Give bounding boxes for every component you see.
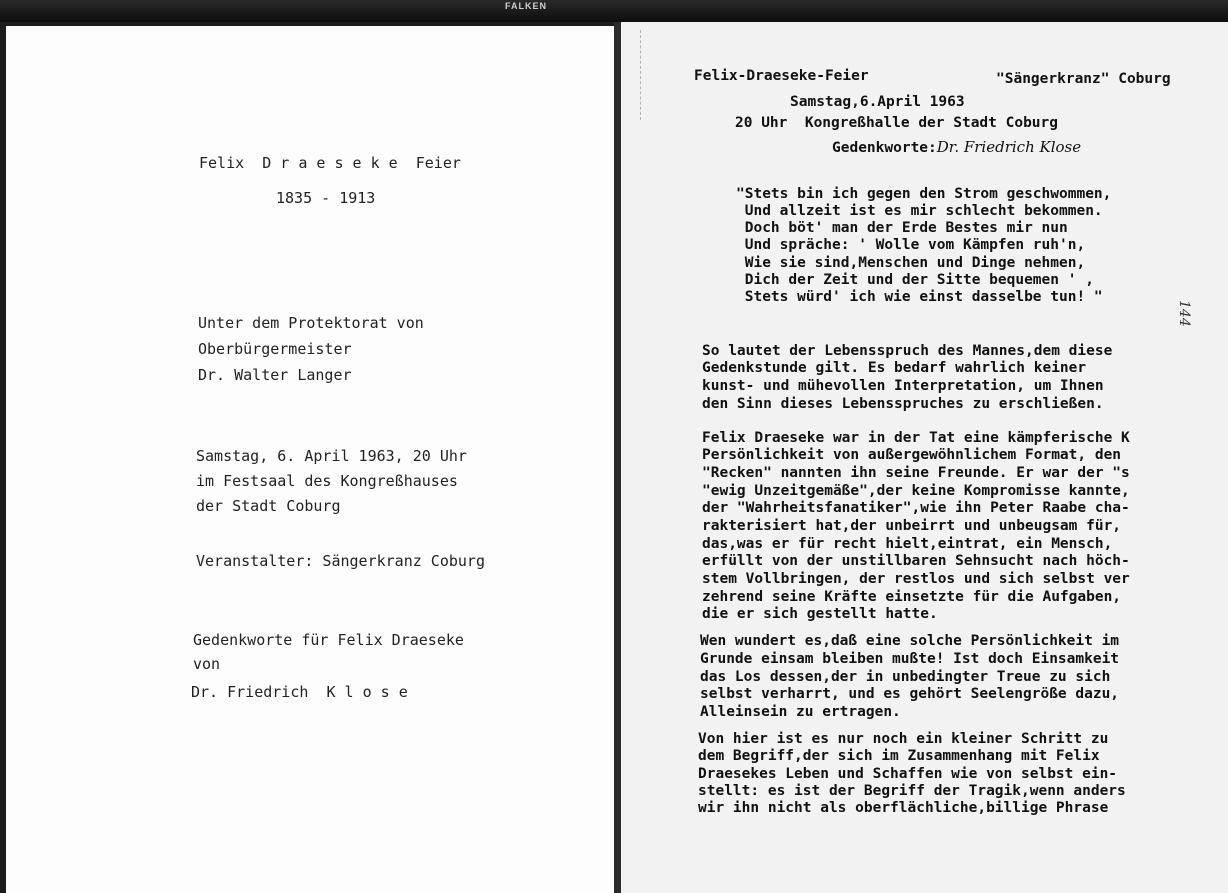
organizer-line: Veranstalter: Sängerkranz Coburg <box>196 552 485 570</box>
protectorate-line-1: Unter dem Protektorat von <box>198 314 424 332</box>
para2-line: "Recken" nannten ihn seine Freunde. Er war der "s <box>702 465 1130 481</box>
poem-line: Dich der Zeit und der Sitte bequemen ' , <box>736 272 1094 288</box>
event-line-1: Samstag, 6. April 1963, 20 Uhr <box>196 447 467 465</box>
scanner-top-strip <box>0 0 1228 22</box>
para2-line: das,was er für recht hielt,eintrat, ein Mensch, <box>702 536 1113 552</box>
para2-line: rakterisiert hat,der unbeirrt und unbeugsam für, <box>702 518 1122 534</box>
para1-line: den Sinn dieses Lebensspruches zu erschließen. <box>702 396 1104 412</box>
book-gutter <box>614 22 621 893</box>
margin-note: 144 <box>1176 300 1192 327</box>
para2-line: der "Wahrheitsfanatiker",wie ihn Peter Raabe cha- <box>702 500 1130 516</box>
para2-line: "ewig Unzeitgemäße",der keine Kompromisse kannte, <box>702 483 1130 499</box>
right-header-left: Felix-Draeseke-Feier <box>694 68 869 84</box>
para4-line: stellt: es ist der Begriff der Tragik,wenn anders <box>698 783 1126 799</box>
scanner-brand: FALKEN <box>505 1 547 11</box>
para4-line: Von hier ist es nur noch ein kleiner Schritt zu <box>698 731 1109 747</box>
para2-line: zehrend seine Kräfte einsetzte für die Aufgaben, <box>702 589 1122 605</box>
right-speech-line <box>832 139 1081 158</box>
protectorate-line-3: Dr. Walter Langer <box>198 366 352 384</box>
left-page <box>6 26 614 893</box>
para2-line: Felix Draeseke war in der Tat eine kämpferische K <box>702 430 1130 446</box>
para3-line: selbst verharrt, und es gehört Seelengröße dazu, <box>700 686 1120 702</box>
speech-line-2: von <box>193 655 221 673</box>
poem-line: "Stets bin ich gegen den Strom geschwommen, <box>736 186 1112 202</box>
para2-line: die er sich gestellt hatte. <box>702 606 938 622</box>
para2-line: erfüllt von der unstillbaren Sehnsucht nach höch- <box>702 553 1130 569</box>
left-title: Felix D r a e s e k e Feier <box>199 154 461 172</box>
para2-line: stem Vollbringen, der restlos und sich selbst ver <box>702 571 1130 587</box>
handwritten-name: Dr. Friedrich Klose <box>936 138 1082 156</box>
right-header-right: "Sängerkranz" Coburg <box>996 71 1171 87</box>
para1-line: kunst- und mühevollen Interpretation, um Ihnen <box>702 378 1104 394</box>
event-line-2: im Festsaal des Kongreßhauses <box>196 472 458 490</box>
poem-line: Wie sie sind,Menschen und Dinge nehmen, <box>736 255 1086 271</box>
poem-line: Stets würd' ich wie einst dasselbe tun! " <box>736 289 1103 305</box>
speech-line-1: Gedenkworte für Felix Draeseke <box>193 631 464 649</box>
poem-line: Doch böt' man der Erde Bestes mir nun <box>736 220 1068 236</box>
para4-line: dem Begriff,der sich im Zusammenhang mit Felix <box>698 748 1100 764</box>
speech-label: Gedenkworte: <box>832 140 937 156</box>
para4-line: wir ihn nicht als oberflächliche,billige Phrase <box>698 800 1109 816</box>
event-line-3: der Stadt Coburg <box>196 497 341 515</box>
speech-line-3: Dr. Friedrich K l o s e <box>191 683 408 701</box>
paper-stain <box>640 30 681 120</box>
protectorate-line-2: Oberbürgermeister <box>198 340 352 358</box>
right-date: Samstag,6.April 1963 <box>790 94 965 110</box>
poem-line: Und allzeit ist es mir schlecht bekommen. <box>736 203 1103 219</box>
right-venue: 20 Uhr Kongreßhalle der Stadt Coburg <box>735 115 1059 131</box>
poem-line: Und spräche: ' Wolle vom Kämpfen ruh'n, <box>736 237 1086 253</box>
para3-line: Grunde einsam bleiben mußte! Ist doch Einsamkeit <box>700 651 1120 667</box>
para3-line: Wen wundert es,daß eine solche Persönlichkeit im <box>700 633 1120 649</box>
para3-line: Alleinsein zu ertragen. <box>700 704 901 720</box>
para2-line: Persönlichkeit von außergewöhnlichem Format, den <box>702 447 1122 463</box>
para3-line: das Los dessen,der in unbedingter Treue zu sich <box>700 669 1111 685</box>
left-years: 1835 - 1913 <box>276 189 376 207</box>
para1-line: So lautet der Lebensspruch des Mannes,dem diese <box>702 343 1113 359</box>
para4-line: Draesekes Leben und Schaffen wie von selbst ein- <box>698 766 1118 782</box>
para1-line: Gedenkstunde gilt. Es bedarf wahrlich keiner <box>702 360 1087 376</box>
